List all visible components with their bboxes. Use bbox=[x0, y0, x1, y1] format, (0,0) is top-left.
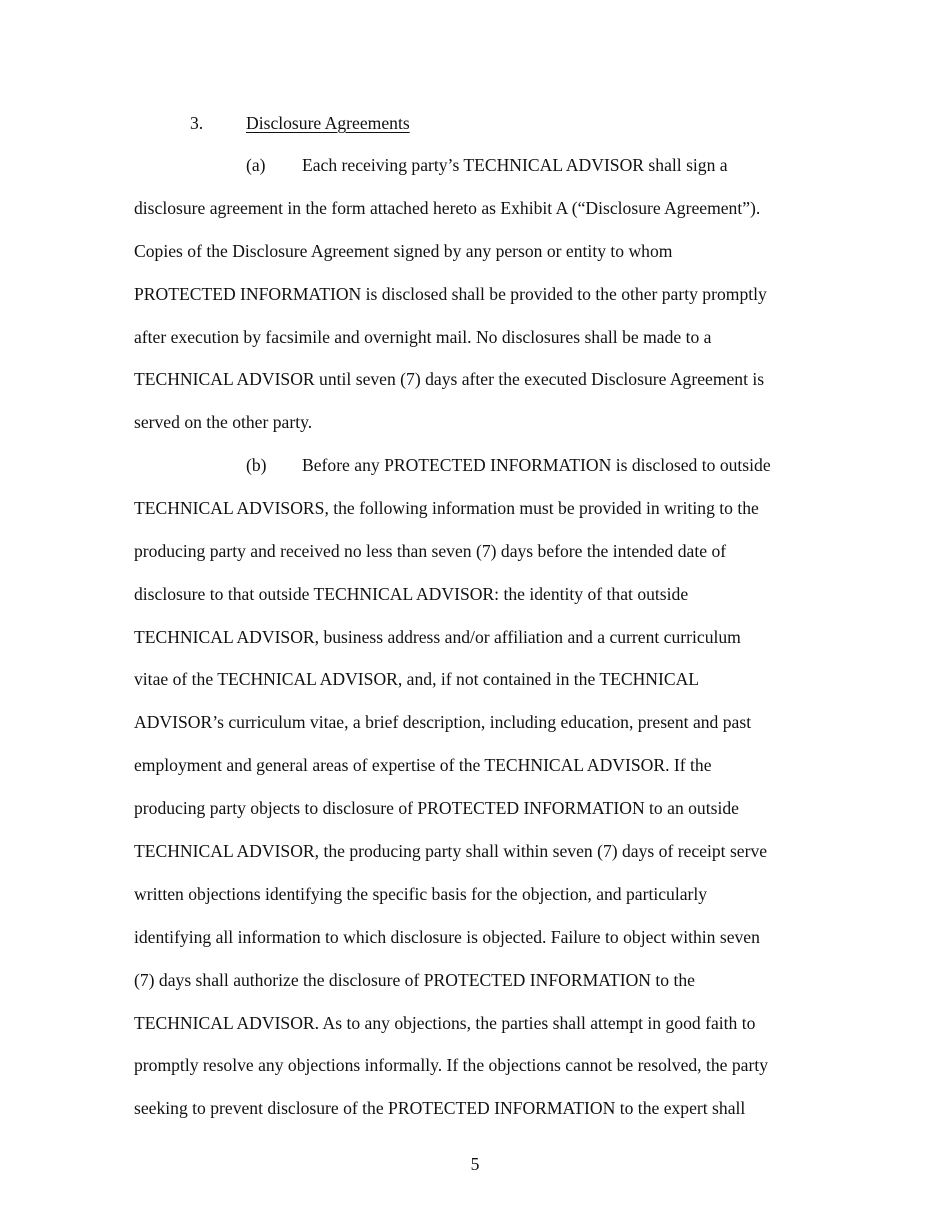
paragraph-line: written objections identifying the specific basis for the objection, and particularly bbox=[134, 883, 708, 904]
paragraph-line: identifying all information to which disclosure is objected. Failure to object within seven bbox=[134, 926, 760, 947]
section-title: Disclosure Agreements bbox=[246, 113, 410, 133]
paragraph-line: TECHNICAL ADVISORS, the following information must be provided in writing to the bbox=[134, 497, 759, 518]
paragraph-line: disclosure to that outside TECHNICAL ADVISOR: the identity of that outside bbox=[134, 583, 689, 604]
line-text: Each receiving party’s TECHNICAL ADVISOR shall sign a bbox=[302, 155, 728, 175]
paragraph-line bbox=[134, 144, 824, 187]
paragraph-marker: (b) bbox=[246, 455, 267, 475]
paragraph-line: served on the other party. bbox=[134, 412, 313, 433]
paragraph-line: TECHNICAL ADVISOR until seven (7) days after the executed Disclosure Agreement is bbox=[134, 369, 765, 390]
paragraph-b bbox=[134, 444, 824, 1130]
paragraph-a bbox=[134, 144, 824, 444]
page-number: 5 bbox=[470, 1154, 480, 1174]
section-number: 3. bbox=[190, 113, 204, 133]
paragraph-line: vitae of the TECHNICAL ADVISOR, and, if not contained in the TECHNICAL bbox=[134, 669, 700, 690]
paragraph-line: TECHNICAL ADVISOR, business address and/or affiliation and a current curriculum bbox=[134, 626, 741, 647]
paragraph-line: after execution by facsimile and overnight mail. No disclosures shall be made to a bbox=[134, 326, 712, 347]
paragraph-line: employment and general areas of expertise of the TECHNICAL ADVISOR. If the bbox=[134, 755, 712, 776]
paragraph-line: (7) days shall authorize the disclosure of PROTECTED INFORMATION to the bbox=[134, 969, 695, 990]
paragraph-line: TECHNICAL ADVISOR. As to any objections, the parties shall attempt in good faith to bbox=[134, 1012, 756, 1033]
paragraph-line: Copies of the Disclosure Agreement signed by any person or entity to whom bbox=[134, 240, 673, 261]
section-heading bbox=[190, 112, 410, 134]
paragraph-line: seeking to prevent disclosure of the PROTECTED INFORMATION to the expert shall bbox=[134, 1098, 746, 1119]
paragraph-line: producing party objects to disclosure of PROTECTED INFORMATION to an outside bbox=[134, 798, 739, 819]
paragraph-line: PROTECTED INFORMATION is disclosed shall be provided to the other party promptly bbox=[134, 283, 767, 304]
paragraph-line: ADVISOR’s curriculum vitae, a brief description, including education, present and past bbox=[134, 712, 752, 733]
line-text: Before any PROTECTED INFORMATION is disclosed to outside bbox=[302, 455, 771, 475]
paragraph-line: producing party and received no less than seven (7) days before the intended date of bbox=[134, 540, 727, 561]
paragraph-line: promptly resolve any objections informally. If the objections cannot be resolved, the party bbox=[134, 1055, 769, 1076]
paragraph-line bbox=[134, 444, 824, 487]
paragraph-line: TECHNICAL ADVISOR, the producing party shall within seven (7) days of receipt serve bbox=[134, 841, 768, 862]
paragraph-marker: (a) bbox=[246, 155, 266, 175]
paragraph-line: disclosure agreement in the form attached hereto as Exhibit A (“Disclosure Agreement”). bbox=[134, 197, 761, 218]
